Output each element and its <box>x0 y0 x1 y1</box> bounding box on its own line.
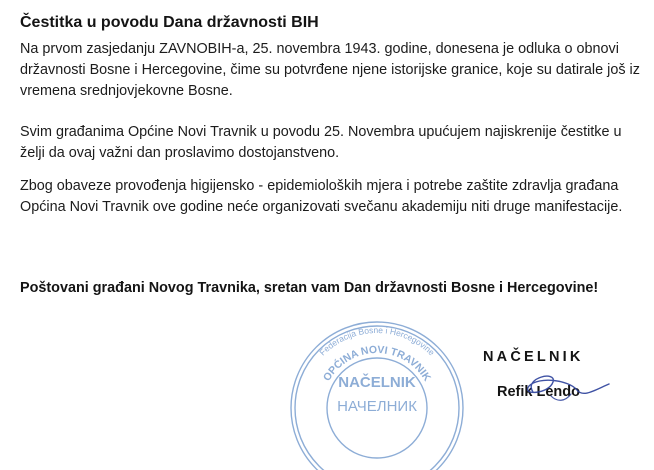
paragraph-congratulations: Svim građanima Općine Novi Travnik u povodu 25. Novembra upućujem najiskrenije čestitke u želji da ovaj važni dan proslavimo dostojanstveno. <box>20 124 622 161</box>
stamp-center-latin: NAČELNIK <box>338 374 416 391</box>
signer-name: Refik Lendo <box>497 384 580 400</box>
stamp-ring-text: Federacija Bosne i Hercegovine <box>317 324 437 358</box>
handwritten-signature <box>505 360 615 410</box>
paragraph-measures: Zbog obaveze provođenja higijensko - epidemioloških mjera i potrebe zaštite zdravlja građana Općina Novi Travnik ove godine neće organizovati svečanu akademiju niti druge manifestacije. <box>20 178 623 215</box>
official-stamp <box>282 300 472 470</box>
document-title: Čestitka u povodu Dana državnosti BIH <box>20 14 319 31</box>
paragraph-history: Na prvom zasjedanju ZAVNOBIH-a, 25. novembra 1943. godine, donesena je odluka o obnovi državnosti Bosne i Hercegovine, čime su potvrđene njene istorijske granice, koje su datirale još iz vremena srednjovjekovne Bosne. <box>20 41 640 99</box>
stamp-municipality-text: OPĆINA NOVI TRAVNIK <box>320 343 434 384</box>
closing-greeting: Poštovani građani Novog Travnika, sretan vam Dan državnosti Bosne i Hercegovine! <box>20 280 599 296</box>
stamp-center-cyrillic: НАЧЕЛНИК <box>337 398 417 415</box>
signer-role: NAČELNIK <box>483 349 584 365</box>
